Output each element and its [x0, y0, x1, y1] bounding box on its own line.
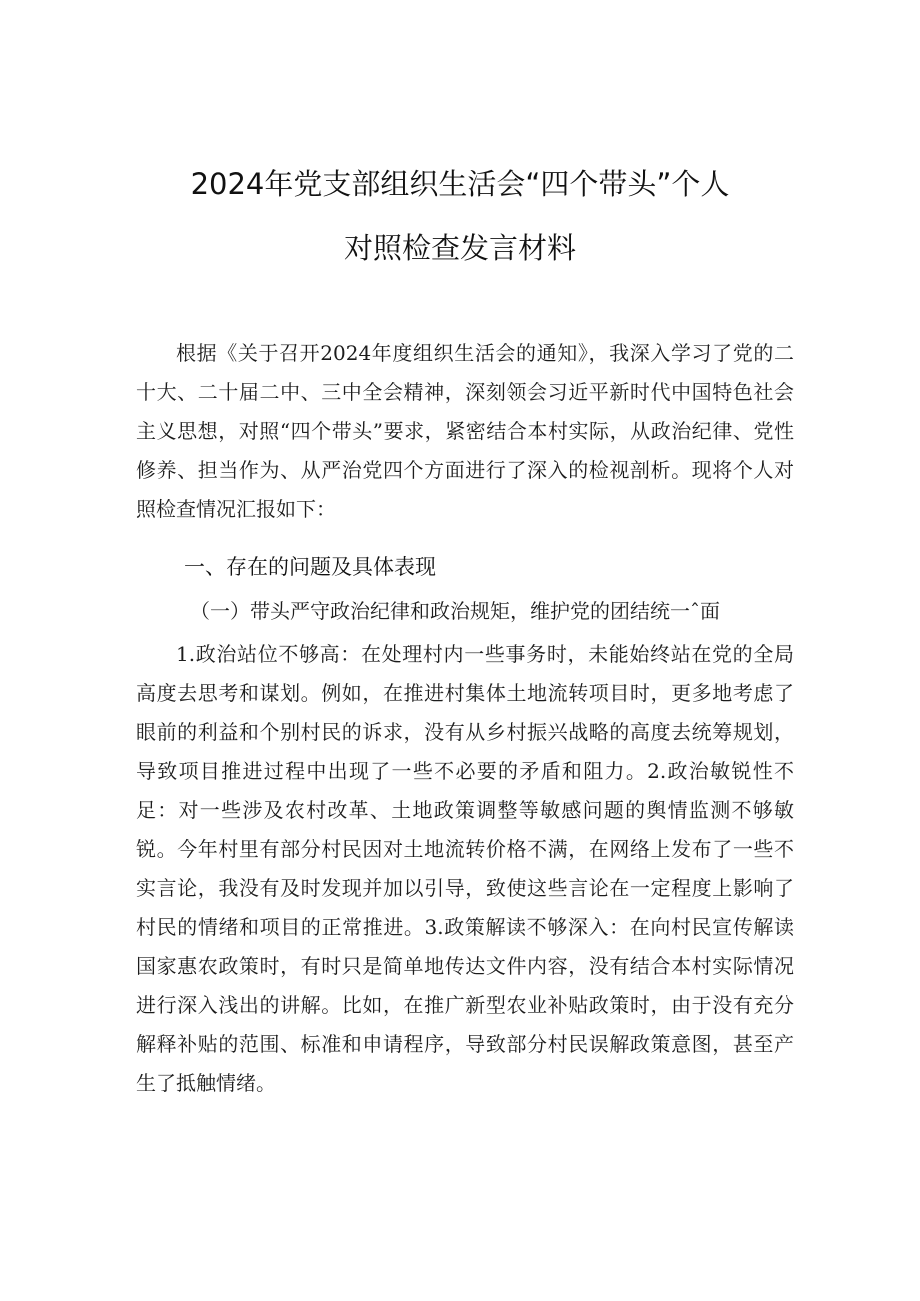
subsection-heading: （一）带头严守政治纪律和政治规矩，维护党的团结统一ˆ面 — [190, 599, 720, 623]
intro-paragraph: 根据《关于召开2024年度组织生活会的通知》，我深入学习了党的二十大、二十届二中、三中全会精神，深刻领会习近平新时代中国特色社会主义思想，对照“四个带头”要求，紧密结合本村实际，从政治纪律、党性修养、担当作为、从严治党四个方面进行了深入的检视剖析。现将个人对照检查情况汇报如下： — [136, 341, 794, 521]
problems-paragraph: 1.政治站位不够高：在处理村内一些事务时，未能始终站在党的全局高度去思考和谋划。例如，在推进村集体土地流转项目时，更多地考虑了眼前的利益和个别村民的诉求，没有从乡村振兴战略的高度去统筹规划，导致项目推进过程中出现了一些不必要的矛盾和阻力。2.政治敏锐性不足：对一些涉及农村改革、土地政策调整等敏感问题的舆情监测不够敏锐。今年村里有部分村民因对土地流转价格不满，在网络上发布了一些不实言论，我没有及时发现并加以引导，致使这些言论在一定程度上影响了村民的情绪和项目的正常推进。3.政策解读不够深入：在向村民宣传解读国家惠农政策时，有时只是简单地传达文件内容，没有结合本村实际情况进行深入浅出的讲解。比如，在推广新型农业补贴政策时，由于没有充分解释补贴的范围、标准和申请程序，导致部分村民误解政策意图，甚至产生了抵触情绪。 — [136, 642, 794, 1095]
document-title-line-1: 2024年党支部组织生活会“四个带头”个人 — [190, 167, 730, 201]
document-title-line-2: 对照检查发言材料 — [343, 231, 576, 265]
section-heading: 一、存在的问题及具体表现 — [184, 555, 436, 579]
